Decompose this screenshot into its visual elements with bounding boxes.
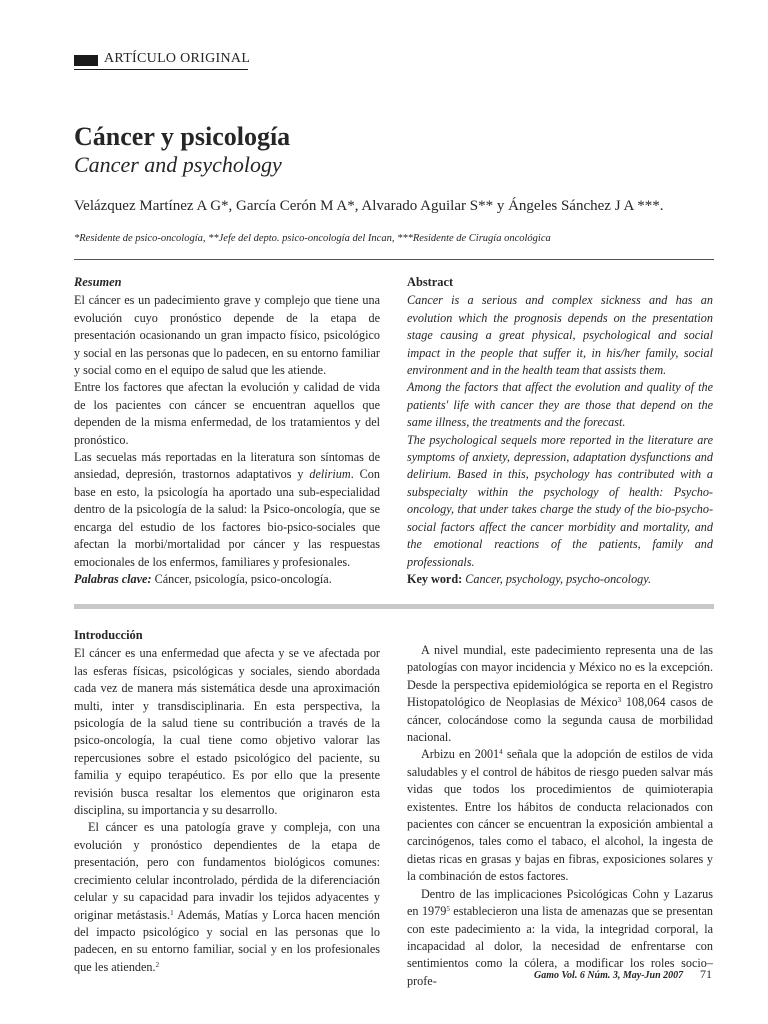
abstract-section bbox=[407, 274, 713, 588]
section-tag-bar bbox=[74, 55, 98, 66]
keywords-label: Palabras clave: bbox=[74, 571, 152, 586]
intro-right-column bbox=[407, 642, 713, 990]
authors: Velázquez Martínez A G*, García Cerón M A*, Alvarado Aguilar S** y Ángeles Sánchez J A ***. bbox=[74, 198, 664, 214]
citation-ref: 1 bbox=[170, 908, 174, 917]
affiliations: *Residente de psico-oncología, **Jefe del depto. psico-oncología del Incan, ***Residente de Cirugía oncológica bbox=[74, 233, 551, 244]
abstract-paragraph: The psychological sequels more reported in the literature are symptoms of anxiety, depression, adaptation dysfunctions and delirium. Based in this, psychology has contributed with a subspecialty within the psychology of health: Psycho-oncology, that under takes charge the study of the bio-psycho-social factors affect the cancer morbidity and mortality, and the emotional reactions of the patients, family and professionals. bbox=[407, 432, 713, 569]
title-spanish: Cáncer y psicología bbox=[74, 122, 291, 151]
keywords-text: Cáncer, psicología, psico-oncología. bbox=[151, 571, 332, 586]
intro-paragraph: Arbizu en 2001$^4$ señala que la adopción de estilos de vida saludables y el control de hábitos de riesgo pueden salvar más vidas que todos los procedimientos de quimioterapia existentes. Entre los hábitos de conducta relacionados con pacientes con cáncer se encuentran la exposición ambiental a carcinógenos, tales como el tabaco, el alcohol, la ingesta de dietas ricas en grasas y bajas en fibras, exposiciones solares y la combinación de estos factores. bbox=[407, 747, 713, 884]
resumen-section bbox=[74, 274, 380, 588]
divider-top bbox=[74, 259, 714, 260]
citation-ref: 2 bbox=[155, 960, 160, 969]
abstract-paragraph: Among the factors that affect the evolution and quality of the patients' life with cancer they are those that depend on the same illness, the treatments and the forecast. bbox=[407, 380, 713, 430]
section-tag bbox=[74, 51, 251, 72]
keywords-label: Key word: bbox=[407, 571, 463, 586]
citation-ref: 5 bbox=[446, 905, 450, 914]
title-english: Cancer and psychology bbox=[74, 152, 282, 177]
intro-paragraph: El cáncer es una enfermedad que afecta y se ve afectada por las esferas físicas, psicológicas y sociales, siendo abordada cada vez de manera más sistemática desde una aproximación multi, inter y transdisciplinaria. En esta perspectiva, la psicología de la salud tiene su contribución a través de la psico-oncología, la cual tiene como objetivo valorar las repercusiones sobre el estado psicológico del paciente, su familia y equipo terapéutico. Es por ello que la presente revisión busca resaltar los elementos que originaron esta disciplina, su importancia y su desarrollo. bbox=[74, 646, 380, 818]
resumen-paragraph: Las secuelas más reportadas en la literatura son síntomas de ansiedad, depresión, trastornos adaptativos y delirium. Con base en esto, la psicología ha aportado una sub-especialidad dentro de la psicología de la salud: la Psico-oncología, que se encarga del estudio de los factores bio-psico-sociales que afectan la morbi/mortalidad por cáncer y las respuestas emocionales de los enfermos, familiares y profesionales. bbox=[74, 450, 380, 569]
intro-paragraph: Dentro de las implicaciones Psicológicas Cohn y Lazarus en 1979$^5$ establecieron una lista de amenazas que se presentan con este padecimiento a: la vida, la integridad corporal, la incapacidad al dolor, la necesidad de enfrentarse con sentimientos como la cólera, a modificar los roles socio–profe- bbox=[407, 886, 713, 988]
resumen-heading: Resumen bbox=[74, 275, 122, 289]
keywords-text: Cancer, psychology, psycho-oncology. bbox=[462, 571, 652, 586]
intro-heading: Introducción bbox=[74, 628, 143, 642]
intro-left-column bbox=[74, 627, 380, 976]
footer-journal: Gamo Vol. 6 Núm. 3, May-Jun 2007 bbox=[534, 970, 684, 981]
resumen-paragraph: El cáncer es un padecimiento grave y complejo que tiene una evolución cuyo pronóstico depende de la etapa de presentación ocasionando un gran impacto físico, psicológico y social en las personas que lo padecen, en su entorno familiar y social como en el equipo de salud que les atiende. bbox=[74, 293, 380, 378]
section-tag-rule bbox=[74, 69, 248, 70]
resumen-paragraph: Entre los factores que afectan la evolución y calidad de vida de los pacientes con cáncer se encuentran aquellos que dependen de la misma enfermedad, de los tratamientos y del pronóstico. bbox=[74, 380, 380, 447]
resumen-keywords bbox=[74, 571, 380, 588]
citation-ref: 3 bbox=[617, 696, 622, 705]
abstract-heading: Abstract bbox=[407, 275, 454, 289]
section-label: ARTÍCULO ORIGINAL bbox=[104, 51, 251, 66]
citation-ref: 4 bbox=[499, 748, 503, 757]
abstract-keywords bbox=[407, 571, 713, 588]
abstract-paragraph: Cancer is a serious and complex sickness and has an evolution which the prognosis depends on the presentation stage causing a great physical, psychological and social impact in the people that suffer it, in his/her family, social environment and in the health team that assists them. bbox=[407, 293, 713, 378]
divider-thick bbox=[74, 604, 714, 609]
intro-paragraph: El cáncer es una patología grave y compleja, con una evolución y pronóstico dependientes de la etapa de presentación, pero con fundamentos biológicos comunes: crecimiento celular incontrolado, pérdida de la diferenciación celular y su capacidad para invadir los tejidos adyacentes y originar metástasis.$^1$ Además, Matías y Lorca hacen mención del impacto psicológico y social en las personas que lo padecen, en su entorno familiar, social y en los profesionales que les atienden.$^2$ bbox=[74, 820, 380, 974]
page-number: 71 bbox=[700, 967, 712, 981]
intro-paragraph: A nivel mundial, este padecimiento representa una de las patologías con mayor incidencia y México no es la excepción. Desde la perspectiva epidemiológica se reporta en el Registro Histopatológico de Neoplasias de México$^3$ 108,064 casos de cáncer, colocándose como la segunda causa de morbilidad nacional. bbox=[407, 643, 713, 745]
